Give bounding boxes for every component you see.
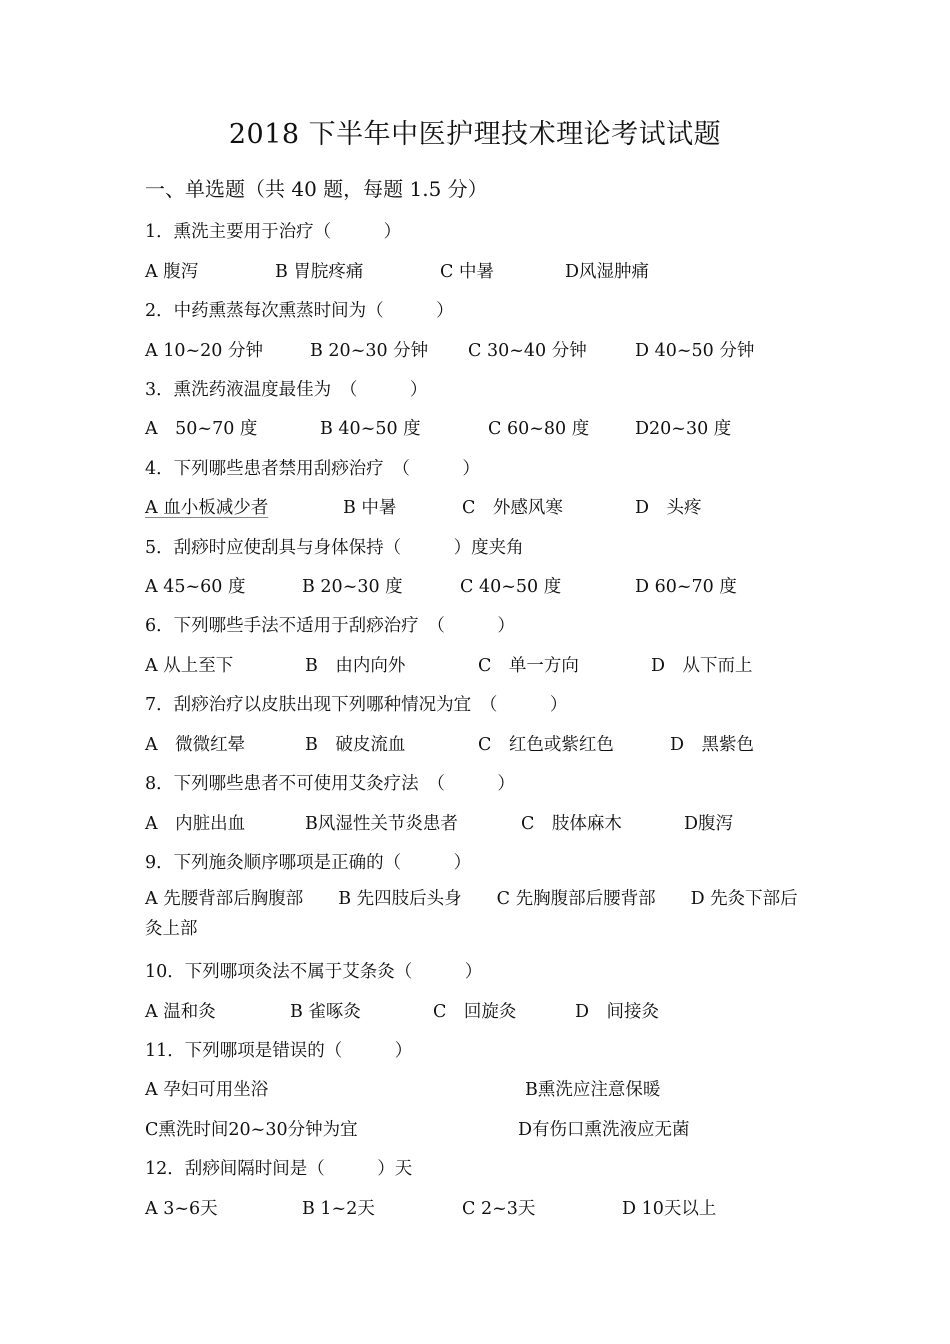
q9-options: A 先腰背部后胸腹部 B 先四肢后头身 C 先胸腹部后腰背部 D 先灸下部后灸上部 xyxy=(145,889,798,939)
q4-option-d: D 头疼 xyxy=(635,498,702,518)
q3-option-c: C 60~80 度 xyxy=(488,419,590,439)
question-10: 10．下列哪项灸法不属于艾条灸（ ） xyxy=(145,962,483,982)
q12-option-a: A 3~6天 xyxy=(145,1199,218,1219)
q1-option-c: C 中暑 xyxy=(440,262,494,282)
q2-option-b: B 20~30 分钟 xyxy=(310,341,429,361)
page-title: 2018 下半年中医护理技术理论考试试题 xyxy=(228,119,722,150)
q4-option-a: A 血小板减少者 xyxy=(145,498,269,518)
question-11: 11．下列哪项是错误的（ ） xyxy=(145,1041,413,1061)
q11-option-d: D有伤口熏洗液应无菌 xyxy=(518,1120,690,1140)
q5-option-d: D 60~70 度 xyxy=(635,577,737,597)
q12-option-b: B 1~2天 xyxy=(302,1199,375,1219)
q3-option-a: A 50~70 度 xyxy=(145,419,258,439)
q7-option-b: B 破皮流血 xyxy=(305,735,406,755)
question-1: 1．熏洗主要用于治疗（ ） xyxy=(145,222,402,242)
q7-option-c: C 红色或紫红色 xyxy=(478,735,614,755)
q12-option-d: D 10天以上 xyxy=(622,1199,717,1219)
q1-option-a: A 腹泻 xyxy=(145,262,199,282)
q10-option-d: D 间接灸 xyxy=(575,1002,660,1022)
q6-option-a: A 从上至下 xyxy=(145,656,234,676)
question-6: 6．下列哪些手法不适用于刮痧治疗 （ ） xyxy=(145,616,515,636)
q10-option-b: B 雀啄灸 xyxy=(290,1002,361,1022)
q6-option-c: C 单一方向 xyxy=(478,656,579,676)
question-4: 4．下列哪些患者禁用刮痧治疗 （ ） xyxy=(145,459,480,479)
q11-option-b: B熏洗应注意保暖 xyxy=(525,1080,661,1100)
q2-option-d: D 40~50 分钟 xyxy=(635,341,755,361)
q11-option-a: A 孕妇可用坐浴 xyxy=(145,1080,269,1100)
question-7: 7．刮痧治疗以皮肤出现下列哪种情况为宜 （ ） xyxy=(145,695,568,715)
question-5: 5．刮痧时应使刮具与身体保持（ ）度夹角 xyxy=(145,538,524,558)
q8-option-b: B风湿性关节炎患者 xyxy=(305,814,458,834)
q5-option-a: A 45~60 度 xyxy=(145,577,246,597)
q12-option-c: C 2~3天 xyxy=(462,1199,536,1219)
q10-option-c: C 回旋灸 xyxy=(433,1002,517,1022)
q4-option-b: B 中暑 xyxy=(343,498,397,518)
question-2: 2．中药熏蒸每次熏蒸时间为（ ） xyxy=(145,301,454,321)
q6-option-b: B 由内向外 xyxy=(305,656,406,676)
q5-option-b: B 20~30 度 xyxy=(302,577,403,597)
question-8: 8．下列哪些患者不可使用艾灸疗法 （ ） xyxy=(145,774,515,794)
section-heading: 一、单选题（共 40 题，每题 1.5 分） xyxy=(145,177,488,201)
q6-option-d: D 从下而上 xyxy=(651,656,753,676)
q8-option-c: C 肢体麻木 xyxy=(521,814,622,834)
q2-option-c: C 30~40 分钟 xyxy=(468,341,587,361)
q8-option-d: D腹泻 xyxy=(684,814,734,834)
q10-option-a: A 温和灸 xyxy=(145,1002,216,1022)
q5-option-c: C 40~50 度 xyxy=(460,577,562,597)
q7-option-a: A 微微红晕 xyxy=(145,735,246,755)
q7-option-d: D 黑紫色 xyxy=(670,735,755,755)
question-9: 9．下列施灸顺序哪项是正确的（ ） xyxy=(145,853,472,873)
q8-option-a: A 内脏出血 xyxy=(145,814,246,834)
question-12: 12．刮痧间隔时间是（ ）天 xyxy=(145,1159,413,1179)
q2-option-a: A 10~20 分钟 xyxy=(145,341,263,361)
q4-option-c: C 外感风寒 xyxy=(462,498,563,518)
q11-option-c: C熏洗时间20~30分钟为宜 xyxy=(145,1120,358,1140)
q3-option-d: D20~30 度 xyxy=(635,419,732,439)
q1-option-b: B 胃脘疼痛 xyxy=(275,262,364,282)
q3-option-b: B 40~50 度 xyxy=(320,419,421,439)
question-3: 3．熏洗药液温度最佳为 （ ） xyxy=(145,380,428,400)
q1-option-d: D风湿肿痛 xyxy=(565,262,650,282)
